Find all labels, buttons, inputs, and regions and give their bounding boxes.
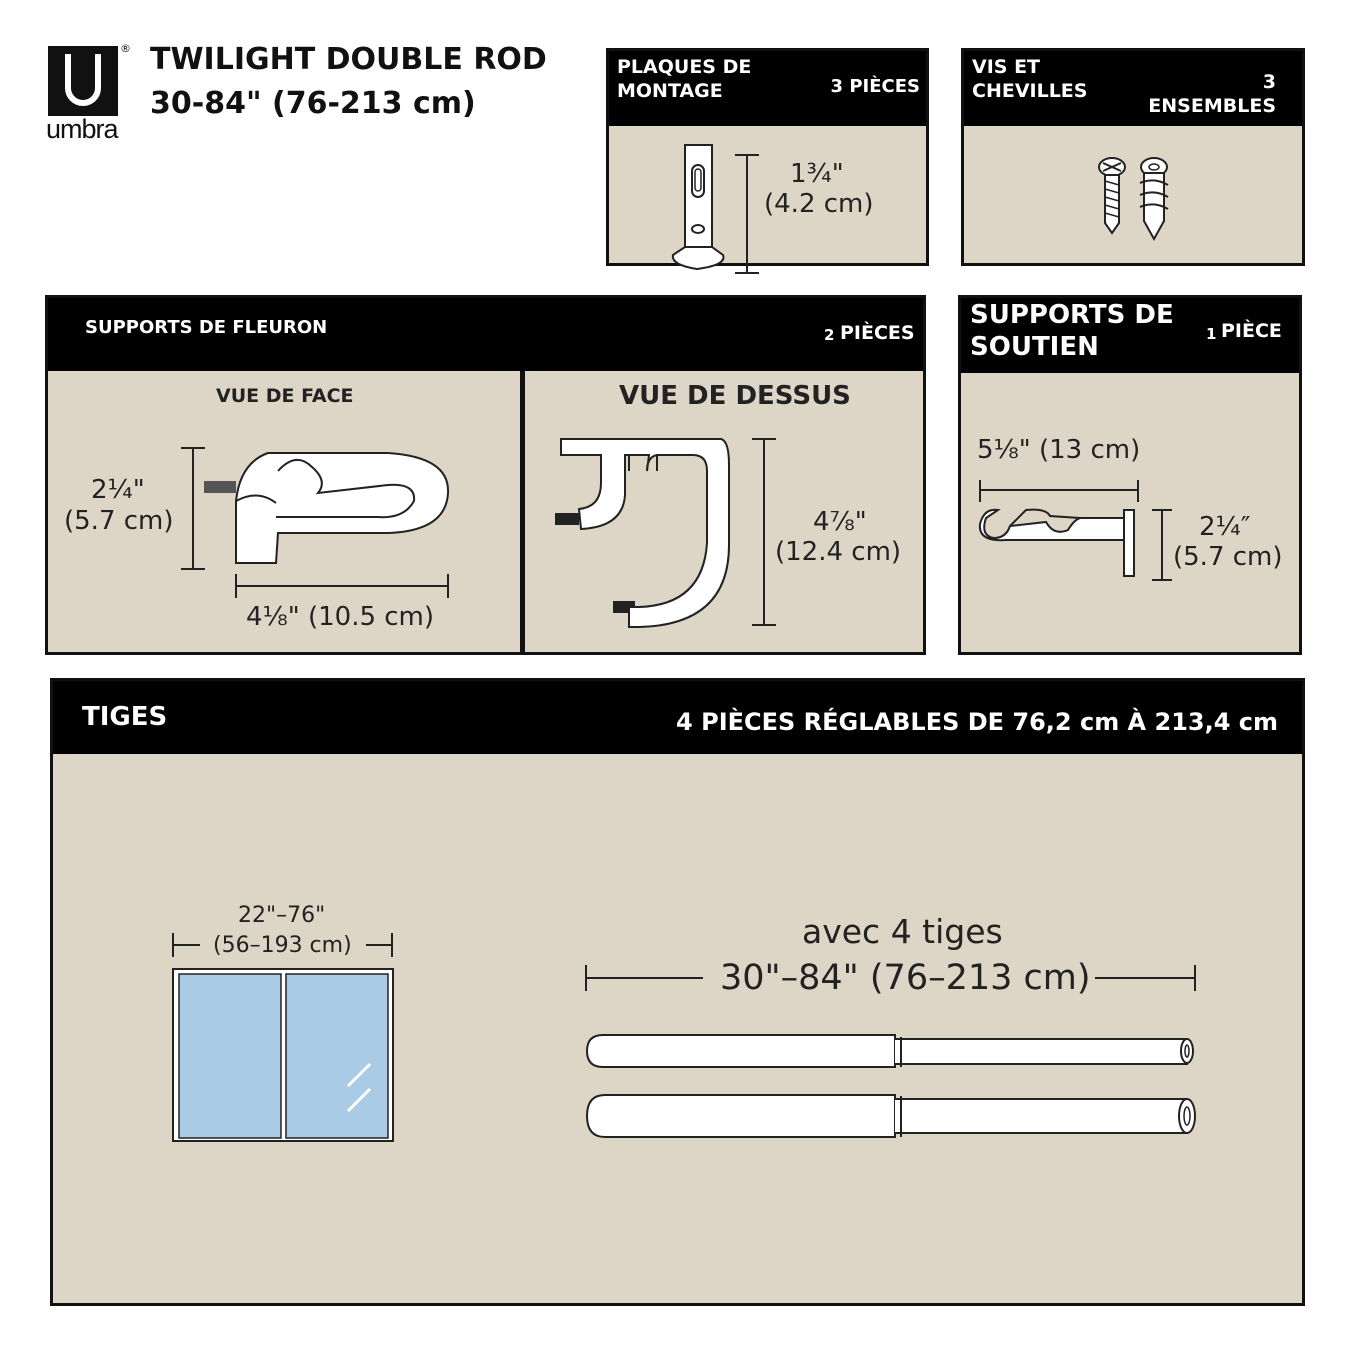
screws-title-2: CHEVILLES: [972, 80, 1088, 102]
support-brackets-qty-num: 1: [1206, 325, 1217, 343]
support-brackets-title-1: SUPPORTS DE: [970, 300, 1174, 330]
support-height-cm: (5.7 cm): [1173, 542, 1283, 572]
screws-qty-2: ENSEMBLES: [1148, 95, 1276, 117]
screws-qty-1: 3: [1262, 71, 1276, 93]
front-view-label: VUE DE FACE: [216, 385, 354, 407]
window-width-cm: (56–193 cm): [213, 933, 352, 958]
rod-upper: [587, 1035, 1193, 1067]
screws-header: [964, 51, 1302, 126]
mounting-plates-title-1: PLAQUES DE: [617, 56, 752, 78]
finial-brackets-panel: [45, 295, 926, 655]
mounting-plates-header: [609, 51, 926, 126]
support-brackets-panel: [958, 295, 1302, 655]
support-height-in: 2¼″: [1199, 512, 1251, 542]
product-title: TWILIGHT DOUBLE ROD: [150, 42, 547, 77]
top-view-depth-in: 4⅞": [813, 507, 867, 537]
screws-panel: [961, 48, 1305, 266]
finial-brackets-header: [48, 298, 923, 371]
support-bracket-icon: [976, 480, 1176, 590]
rods-panel: [50, 678, 1305, 1306]
window-icon: [170, 931, 410, 1141]
mounting-plate-dim-in: 1¾": [790, 159, 844, 189]
rod-lower: [587, 1095, 1195, 1137]
rods-icon: [583, 963, 1203, 1143]
support-brackets-title-2: SOUTIEN: [970, 332, 1099, 362]
umbra-logo: [46, 42, 131, 146]
view-divider: [520, 371, 525, 655]
finial-brackets-qty-num: 2: [824, 326, 835, 344]
front-view-height-cm: (5.7 cm): [64, 506, 174, 536]
window-width-in: 22"–76": [238, 903, 326, 928]
screw-and-anchor-icon: [1094, 151, 1214, 261]
rods-header: [53, 681, 1302, 754]
rods-caption: avec 4 tiges: [802, 912, 1003, 951]
rods-qty: 4 PIÈCES RÉGLABLES DE 76,2 cm À 213,4 cm: [676, 708, 1278, 736]
logo-wordmark: umbra: [46, 114, 118, 144]
mounting-plates-panel: [606, 48, 929, 266]
support-brackets-header: [961, 298, 1299, 373]
mounting-plates-title-2: MONTAGE: [617, 80, 723, 102]
support-brackets-qty-word: PIÈCE: [1221, 320, 1282, 342]
mounting-plates-qty: 3 PIÈCES: [830, 76, 920, 97]
front-view-height-in: 2¼": [91, 475, 145, 505]
support-width: 5⅛" (13 cm): [977, 435, 1141, 465]
mounting-plate-dim-cm: (4.2 cm): [764, 189, 874, 219]
rods-range: 30"–84" (76–213 cm): [720, 958, 1091, 998]
finial-front-view-icon: [178, 443, 448, 623]
front-view-width: 4⅛" (10.5 cm): [246, 602, 435, 632]
finial-brackets-title: SUPPORTS DE FLEURON: [85, 317, 328, 338]
top-view-label: VUE DE DESSUS: [619, 381, 851, 411]
finial-top-view-icon: [553, 435, 783, 635]
top-view-depth-cm: (12.4 cm): [775, 537, 902, 567]
product-size: 30-84" (76-213 cm): [150, 86, 476, 121]
logo-registered: ®: [120, 42, 131, 55]
rods-title: TIGES: [82, 702, 168, 732]
screws-title-1: VIS ET: [972, 56, 1041, 78]
finial-brackets-qty-word: PIÈCES: [840, 322, 915, 344]
